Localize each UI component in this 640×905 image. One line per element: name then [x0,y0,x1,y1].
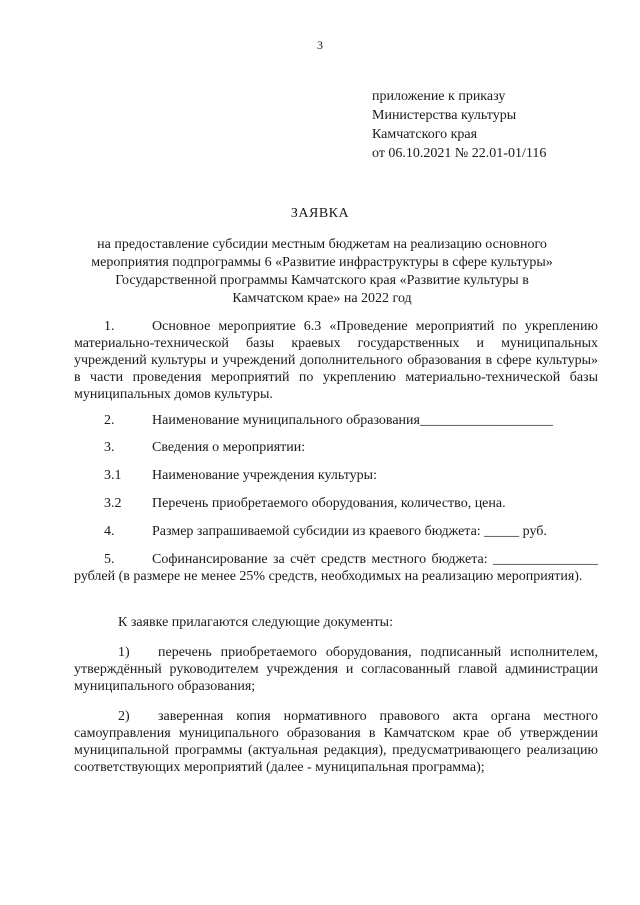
approval-line-2: Министерства культуры [372,108,517,123]
paragraph-3-2-number: 3.2 [104,496,122,511]
approval-stamp [372,87,546,163]
approval-line-3: Камчатского края [372,127,478,142]
paragraph-4-number: 4. [104,524,115,539]
paragraph-3 [104,440,305,456]
paragraph-3-2 [104,496,506,512]
paragraph-2-number: 2. [104,413,115,428]
paragraph-2-text: Наименование муниципального образования___________________ [152,413,553,428]
subtitle-line-3: Государственной программы Камчатского края «Развитие культуры в [115,273,529,288]
attachment-1 [74,644,598,695]
paragraph-5-number: 5. [104,552,115,567]
paragraph-1-number: 1. [104,319,115,334]
approval-line-1: приложение к приказу [372,89,506,104]
attachment-2 [74,708,598,776]
attachment-1-number: 1) [118,645,130,660]
paragraph-2 [104,413,553,429]
paragraph-1 [74,318,598,403]
page-number: 3 [317,38,323,52]
paragraph-3-1 [104,468,377,484]
paragraph-4-text: Размер запрашиваемой субсидии из краевого бюджета: _____ руб. [152,524,547,539]
paragraph-3-number: 3. [104,440,115,455]
paragraph-4 [104,524,547,540]
paragraph-3-1-number: 3.1 [104,468,122,483]
subtitle-line-4: Камчатском крае» на 2022 год [232,291,412,306]
document-subtitle [80,236,564,308]
paragraph-3-2-text: Перечень приобретаемого оборудования, количество, цена. [152,496,506,511]
paragraph-5 [74,551,598,585]
subtitle-line-1: на предоставление субсидии местным бюджетам на реализацию основного [97,237,547,252]
paragraph-5-text: Софинансирование за счёт средств местного бюджета: _______________ рублей (в размере не менее 25% средств, необходимых на реализацию мероприятия). [74,552,598,584]
attachment-2-number: 2) [118,709,130,724]
paragraph-3-text: Сведения о мероприятии: [152,440,306,455]
subtitle-line-2: мероприятия подпрограммы 6 «Развитие инфраструктуры в сфере культуры» [91,255,553,270]
document-title: ЗАЯВКА [290,206,350,221]
attachments-intro [74,614,598,631]
attachments-intro-text: К заявке прилагаются следующие документы: [118,615,393,630]
attachment-2-text: заверенная копия нормативного правового акта органа местного самоуправления муниципального образования в Камчатском крае об утверждении муниципальной программы (актуальная редакция), предусматривающего реализацию соответствующих мероприятий (далее - муниципальная программа); [74,709,598,775]
attachment-1-text: перечень приобретаемого оборудования, подписанный исполнителем, утверждённый руководителем учреждения и согласованный главой администрации муниципального образования; [74,645,598,694]
approval-line-4: от 06.10.2021 № 22.01-01/116 [372,146,547,161]
paragraph-1-text: Основное мероприятие 6.3 «Проведение мероприятий по укреплению материально-технической базы краевых государственных и муниципальных учреждений культуры и учреждений дополнительного образования в сфере культуры» в части проведения мероприятий по укреплению материально-технической базы муниципальных домов культуры. [74,319,598,402]
paragraph-3-1-text: Наименование учреждения культуры: [152,468,377,483]
